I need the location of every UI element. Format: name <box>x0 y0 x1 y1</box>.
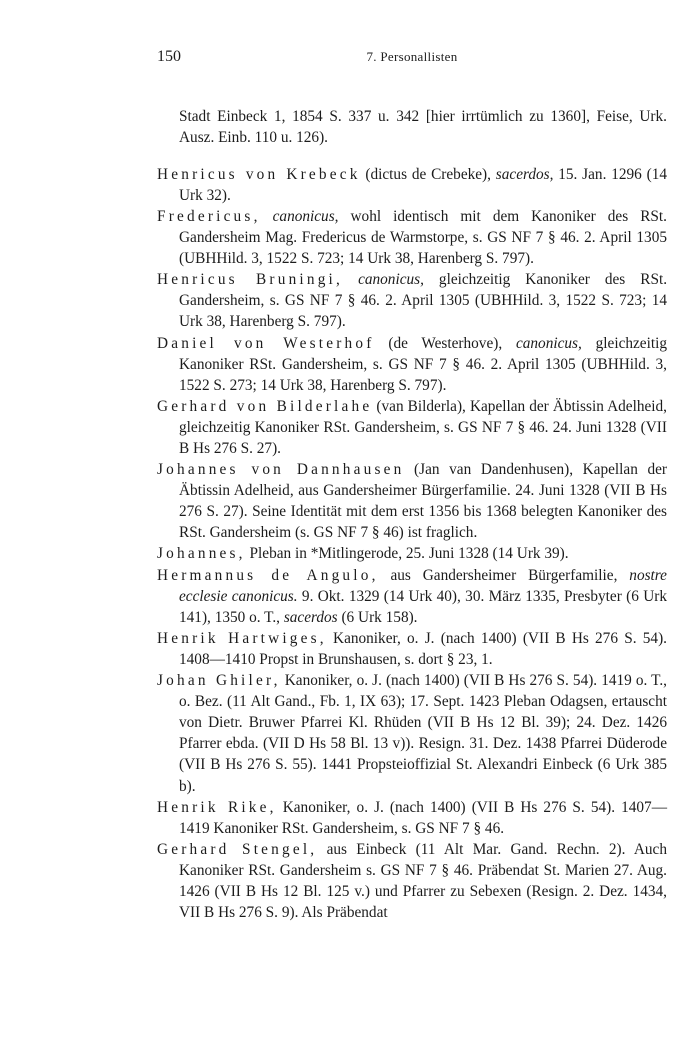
entry-text: gleichzeitig Kanoniker RSt. Gandersheim, s. GS NF 7 § 46. 2. April 1305 (UBHHild. 3, 1522 S. 273; 14 Urk 38, Harenberg S. 797). <box>179 334 667 394</box>
entry-text: Kanoniker, o. J. (nach 1400) (VII B Hs 276 S. 54). 1407—1419 Kanoniker RSt. Gandersheim, s. GS NF 7 § 46. <box>179 798 667 837</box>
register-entry <box>157 565 667 628</box>
entry-text: Pleban in *Mitlingerode, 25. Juni 1328 (14 Urk 39). <box>245 545 569 563</box>
entry-italic-text: canonicus, <box>272 207 339 225</box>
entry-text: (dictus de Crebeke), <box>360 165 496 183</box>
register-entry <box>157 797 667 839</box>
entry-text: Kanoniker, o. J. (nach 1400) (VII B Hs 276 S. 54). 1419 o. T., o. Bez. (11 Alt Gand., Fb. 1, IX 63); 17. Sept. 1423 Pleban Odagsen, ertauscht von Dietr. Bruwer Pfarrei Kl. Rhüden (VII B Hs 12 Bl. 39); 24. Dez. 1426 Pfarrer ebda. (VII D Hs 58 Bl. 13 v)). Resign. 31. Dez. 1438 Pfarrei Düderode (VII B Hs 276 S. 55). 1441 Propsteioffizial St. Alexandri Einbeck (6 Urk 385 b). <box>179 672 667 795</box>
entry-text: (de Westerhove), <box>374 334 516 352</box>
entry-italic-text: sacerdos, <box>495 165 554 183</box>
entry-name: Gerhard Stengel, <box>157 840 318 858</box>
register-entry <box>157 459 667 543</box>
entry-name: Johan Ghiler, <box>157 672 281 690</box>
entry-text: gleichzeitig Kanoniker des RSt. Gandersheim, s. GS NF 7 § 46. 2. April 1305 (UBHHild. 3, 1522 S. 723; 14 Urk 38, Harenberg S. 797). <box>179 271 668 331</box>
entry-text: aus Gandersheimer Bürgerfamilie, <box>378 566 630 584</box>
entry-name: Fredericus, <box>157 207 261 225</box>
entry-text: (6 Urk 158). <box>337 608 418 626</box>
entry-italic-text: canonicus, <box>358 271 424 289</box>
page-header <box>157 48 667 70</box>
entry-name: Johannes, <box>157 545 246 563</box>
entry-name: Henrik Hartwiges, <box>157 629 327 647</box>
entry-text: (van Bilderla), Kapellan der Äbtissin Adelheid, gleichzeitig Kanoniker RSt. Gandersheim, s. GS NF 7 § 46. 24. Juni 1328 (VII B Hs 276 S. 27). <box>179 397 667 457</box>
entry-text: 9. Okt. 1329 (14 Urk 40), 30. März 1335, Presbyter (6 Urk 141), 1350 o. T., <box>179 587 667 626</box>
register-entry <box>157 839 667 923</box>
entry-italic-text: nostre ecclesie canonicus. <box>179 566 667 605</box>
entry-text <box>261 208 273 225</box>
register-entry <box>157 396 667 459</box>
entry-text: wohl identisch mit dem Kanoniker des RSt. Gandersheim Mag. Fredericus de Warmstorpe, s. GS NF 7 § 46. 2. April 1305 (UBHHild. 3, 1522 S. 723; 14 Urk 38, Harenberg S. 797). <box>179 207 667 268</box>
entry-name: Hermannus de Angulo, <box>157 566 379 584</box>
entry-italic-text: sacerdos <box>283 608 338 626</box>
entry-name: Gerhard von Bilderlahe <box>157 397 373 415</box>
register-entry <box>157 333 667 396</box>
entry-name: Henrik Rike, <box>157 798 277 816</box>
register-entry <box>157 206 667 269</box>
entry-name: Johannes von Dannhausen <box>157 461 405 479</box>
page-number: 150 <box>157 48 181 65</box>
register-entry <box>157 543 667 564</box>
entry-text <box>343 271 358 288</box>
entry-list <box>157 164 667 923</box>
entry-text: (Jan van Dandenhusen), Kapellan der Äbtissin Adelheid, aus Gandersheimer Bürgerfamilie. 24. Juni 1328 (VII B Hs 276 S. 27). Seine Identität mit dem erst 1356 bis 1368 belegten Kanoniker des RSt. Gandersheim (s. GS NF 7 § 46) ist fraglich. <box>179 461 667 542</box>
continuation-paragraph: Stadt Einbeck 1, 1854 S. 337 u. 342 [hier irrtümlich zu 1360], Feise, Urk. Ausz. Einb. 110 u. 126). <box>179 108 667 147</box>
register-entry <box>157 628 667 670</box>
running-title: 7. Personallisten <box>366 49 458 64</box>
entry-name: Henricus Bruningi, <box>157 271 344 289</box>
register-entry <box>157 164 667 206</box>
register-entry <box>157 670 667 797</box>
entry-text: aus Einbeck (11 Alt Mar. Gand. Rechn. 2). Auch Kanoniker RSt. Gandersheim s. GS NF 7 § 46. Präbendat St. Marien 27. Aug. 1426 (VII B Hs 12 Bl. 125 v.) und Pfarrer zu Sebexen (Resign. 2. Dez. 1434, VII B Hs 276 S. 9). Als Präbendat <box>179 840 667 922</box>
register-entry <box>157 269 667 332</box>
entry-text: 15. Jan. 1296 (14 Urk 32). <box>179 165 667 204</box>
entry-text: Kanoniker, o. J. (nach 1400) (VII B Hs 276 S. 54). 1408—1410 Propst in Brunshausen, s. dort § 23, 1. <box>179 629 667 668</box>
page-body <box>157 91 667 923</box>
entry-name: Daniel von Westerhof <box>157 334 375 352</box>
entry-name: Henricus von Krebeck <box>157 165 361 183</box>
entry-italic-text: canonicus, <box>515 334 582 352</box>
